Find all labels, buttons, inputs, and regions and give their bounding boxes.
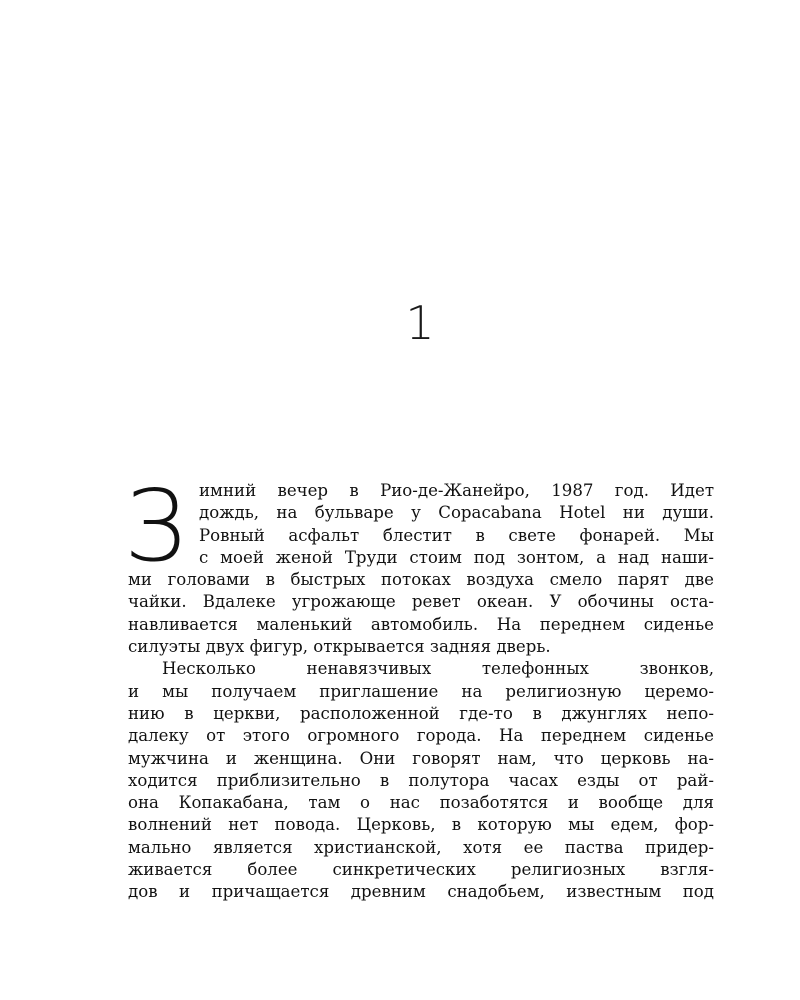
text-line: нию в церкви, расположенной где-то в джунглях непо- bbox=[128, 703, 714, 723]
text-line: ходится приблизительно в полутора часах езды от рай- bbox=[128, 770, 714, 790]
text-line: Несколько ненавязчивых телефонных звонков, bbox=[162, 659, 714, 679]
paragraph bbox=[128, 658, 714, 903]
text-line: имний вечер в Рио-де-Жанейро, 1987 год. Идет bbox=[199, 481, 714, 500]
drop-cap: З bbox=[124, 470, 187, 584]
text-line: навливается маленький автомобиль. На переднем сиденье bbox=[128, 614, 714, 634]
text-line: живается более синкретических религиозных взгля- bbox=[128, 860, 714, 880]
paragraph bbox=[128, 480, 714, 658]
text-line: и мы получаем приглашение на религиозную церемо- bbox=[128, 681, 714, 701]
text-line: Ровный асфальт блестит в свете фонарей. Мы bbox=[199, 525, 714, 545]
text-line: она Копакабана, там о нас позаботятся и вообще для bbox=[128, 793, 714, 813]
text-line: силуэты двух фигур, открывается задняя дверь. bbox=[128, 637, 551, 657]
body-text bbox=[124, 470, 714, 904]
text-line: ми головами в быстрых потоках воздуха смело парят две bbox=[128, 570, 714, 590]
text-line: дов и причащается древним снадобьем, известным под bbox=[128, 882, 714, 902]
text-line: с моей женой Труди стоим под зонтом, а над наши- bbox=[199, 547, 714, 567]
text-line: волнений нет повода. Церковь, в которую мы едем, фор- bbox=[128, 815, 714, 835]
text-line: мужчина и женщина. Они говорят нам, что церковь на- bbox=[128, 748, 714, 768]
chapter-number: 1 bbox=[405, 296, 435, 350]
text-line: далеку от этого огромного города. На переднем сиденье bbox=[128, 726, 714, 746]
text-line: дождь, на бульваре у Copacabana Hotel ни души. bbox=[199, 503, 714, 523]
text-line: мально является христианской, хотя ее паства придер- bbox=[128, 837, 714, 857]
text-line: чайки. Вдалеке угрожающе ревет океан. У обочины оста- bbox=[128, 592, 714, 612]
